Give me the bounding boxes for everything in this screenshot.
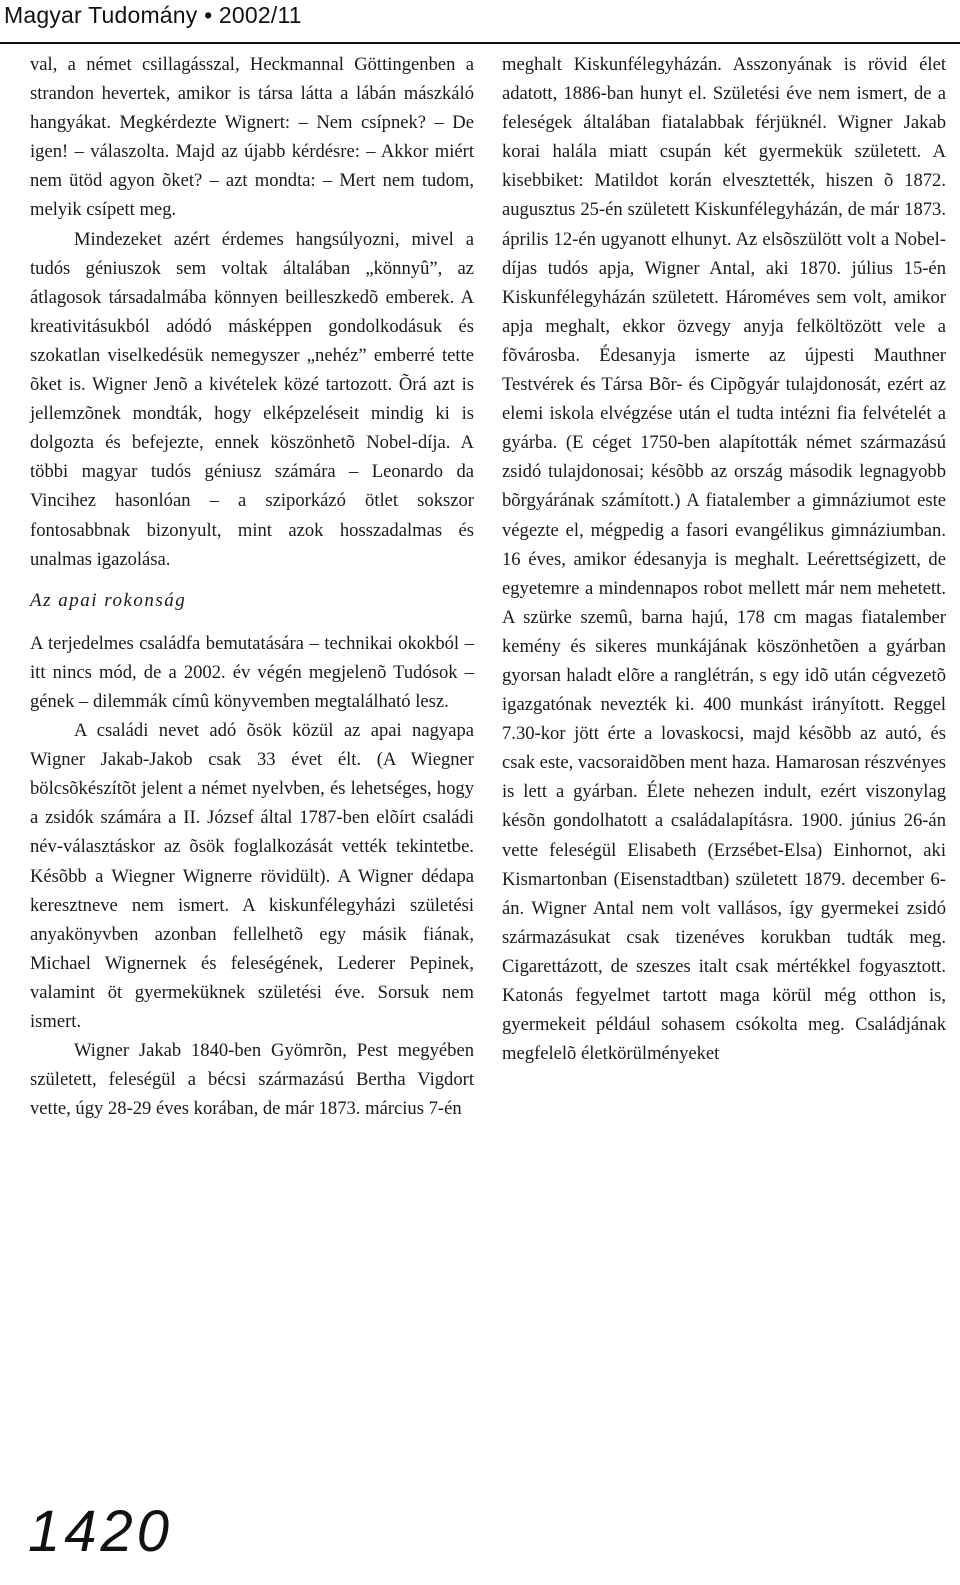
paragraph: meghalt Kiskunfélegyházán. Asszonyának is rövid élet adatott, 1886-ban hunyt el. Születési éve nem ismert, de a feleségek általában fiatalabbak férjüknél. Wigner Jakab korai halála miatt csupán két gyermekük született. A kisebbiket: Matildot korán elvesztették, hiszen õ 1872. augusztus 25-én született Kiskunfélegyházán, de már 1873. április 12-én ugyanott elhunyt. Az elsõszülött volt a Nobel-díjas tudós apja, Wigner Antal, aki 1870. július 15-én Kiskunfélegyházán született. Hároméves sem volt, amikor apja meghalt, ekkor özvegy anyja felköltözött vele a fõvárosba. Édesanyja ismerte az újpesti Mauthner Testvérek és Társa Bõr- és Cipõgyár tulajdonosát, ezért az elemi iskola elvégzése után el tudta intézni fia felvételét a gyárba. (E céget 1750-ben alapították német származású zsidó tulajdonosai; késõbb az ország második legnagyobb bõrgyárának számított.) A fiatalember a gimnáziumot este végezte el, mégpedig a fasori evangélikus gimnáziumban. 16 éves, amikor édesanyja is meghalt. Leérettségizett, de egyetemre a mindennapos robot mellett már nem mehetett. A szürke szemû, barna hajú, 178 cm magas fiatalember kemény és sikeres munkájának köszönhetõen a gyárban gyorsan haladt elõre a ranglétrán, s egy idõ után cégvezetõ igazgatónak nevezték ki. 400 munkást irányított. Reggel 7.30-kor jött érte a lovaskocsi, majd késõbb az autó, és csak este, vacsoraidõben ment haza. Hamarosan részvényes is lett a gyárban. Élete nehezen indult, ezért viszonylag késõn gondolhatott a családalapításra. 1900. június 26-án vette feleségül Elisabeth (Erzsébet-Elsa) Einhornot, aki Kismartonban (Eisenstadtban) született 1879. december 6-án. Wigner Antal nem volt vallásos, így gyermekei zsidó származásukat csak tizenéves korukban tudták meg. Cigarettázott, de szeszes italt csak mértékkel fogyasztott. Katonás fegyelmet tartott maga körül még otthon is, gyermekeit például sohasem csókolta meg. Családjának megfelelõ életkörülményeket <box>502 54 946 1065</box>
journal-title: Magyar Tudomány • 2002/11 <box>4 2 302 28</box>
page-number: 1420 <box>28 1499 174 1564</box>
right-column <box>502 50 946 1068</box>
journal-header <box>0 0 960 44</box>
paragraph: A terjedelmes családfa bemutatására – technikai okokból – itt nincs mód, de a 2002. év végén megjelenõ Tudósok – gének – dilemmák címû könyvemben megtalálható lesz. <box>30 632 474 712</box>
paragraph: Mindezeket azért érdemes hangsúlyozni, mivel a tudós géniuszok sem voltak általában „könnyû”, az átlagosok társadalmába könnyen beilleszkedõ emberek. A kreativitásukból adódó másképpen gondolkodásuk és szokatlan viselkedésük nemegyszer „nehéz” emberré tette õket is. Wigner Jenõ a kivételek közé tartozott. Õrá azt is jellemzõnek mondták, hogy elképzeléseit mindig ki is dolgozta és befejezte, ennek köszönhetõ Nobel-díja. A többi magyar tudós géniusz számára – Leonardo da Vincihez hasonlóan – a sziporkázó ötlet sokszor fontosabbnak bizonyult, mint azok hosszadalmas és unalmas igazolása. <box>30 228 474 570</box>
paragraph: val, a német csillagásszal, Heckmannal Göttingenben a strandon hevertek, amikor is társa látta a lábán mászkáló hangyákat. Megkérdezte Wignert: – Nem csípnek? – De igen! – válaszolta. Majd az újabb kérdésre: – Akkor miért nem ütöd agyon õket? – azt mondta: – Mert nem tudom, melyik csípett meg. <box>30 54 474 221</box>
left-column <box>30 50 474 1123</box>
paragraph: A családi nevet adó õsök közül az apai nagyapa Wigner Jakab-Jakob csak 33 évet élt. (A Wiegner bölcsõkészítõt jelent a német nyelvben, és lehetséges, hogy a zsidók számára a II. József által 1787-ben elõírt családi név-választáskor az õsök foglalkozását vették tekintetbe. Késõbb a Wiegner Wignerre rövidült). A Wigner dédapa keresztneve nem ismert. A kiskunfélegyházi születési anyakönyvben azonban fellelhetõ egy másik fiának, Michael Wignernek és feleségének, Lederer Pepinek, valamint öt gyermeküknek születési éve. Sorsuk nem ismert. <box>30 720 474 1032</box>
section-heading: Az apai rokonság <box>30 589 187 611</box>
paragraph: Wigner Jakab 1840-ben Gyömrõn, Pest megyében született, feleségül a bécsi származású Bertha Vigdort vette, úgy 28-29 éves korában, de már 1873. március 7-én <box>30 1040 474 1120</box>
